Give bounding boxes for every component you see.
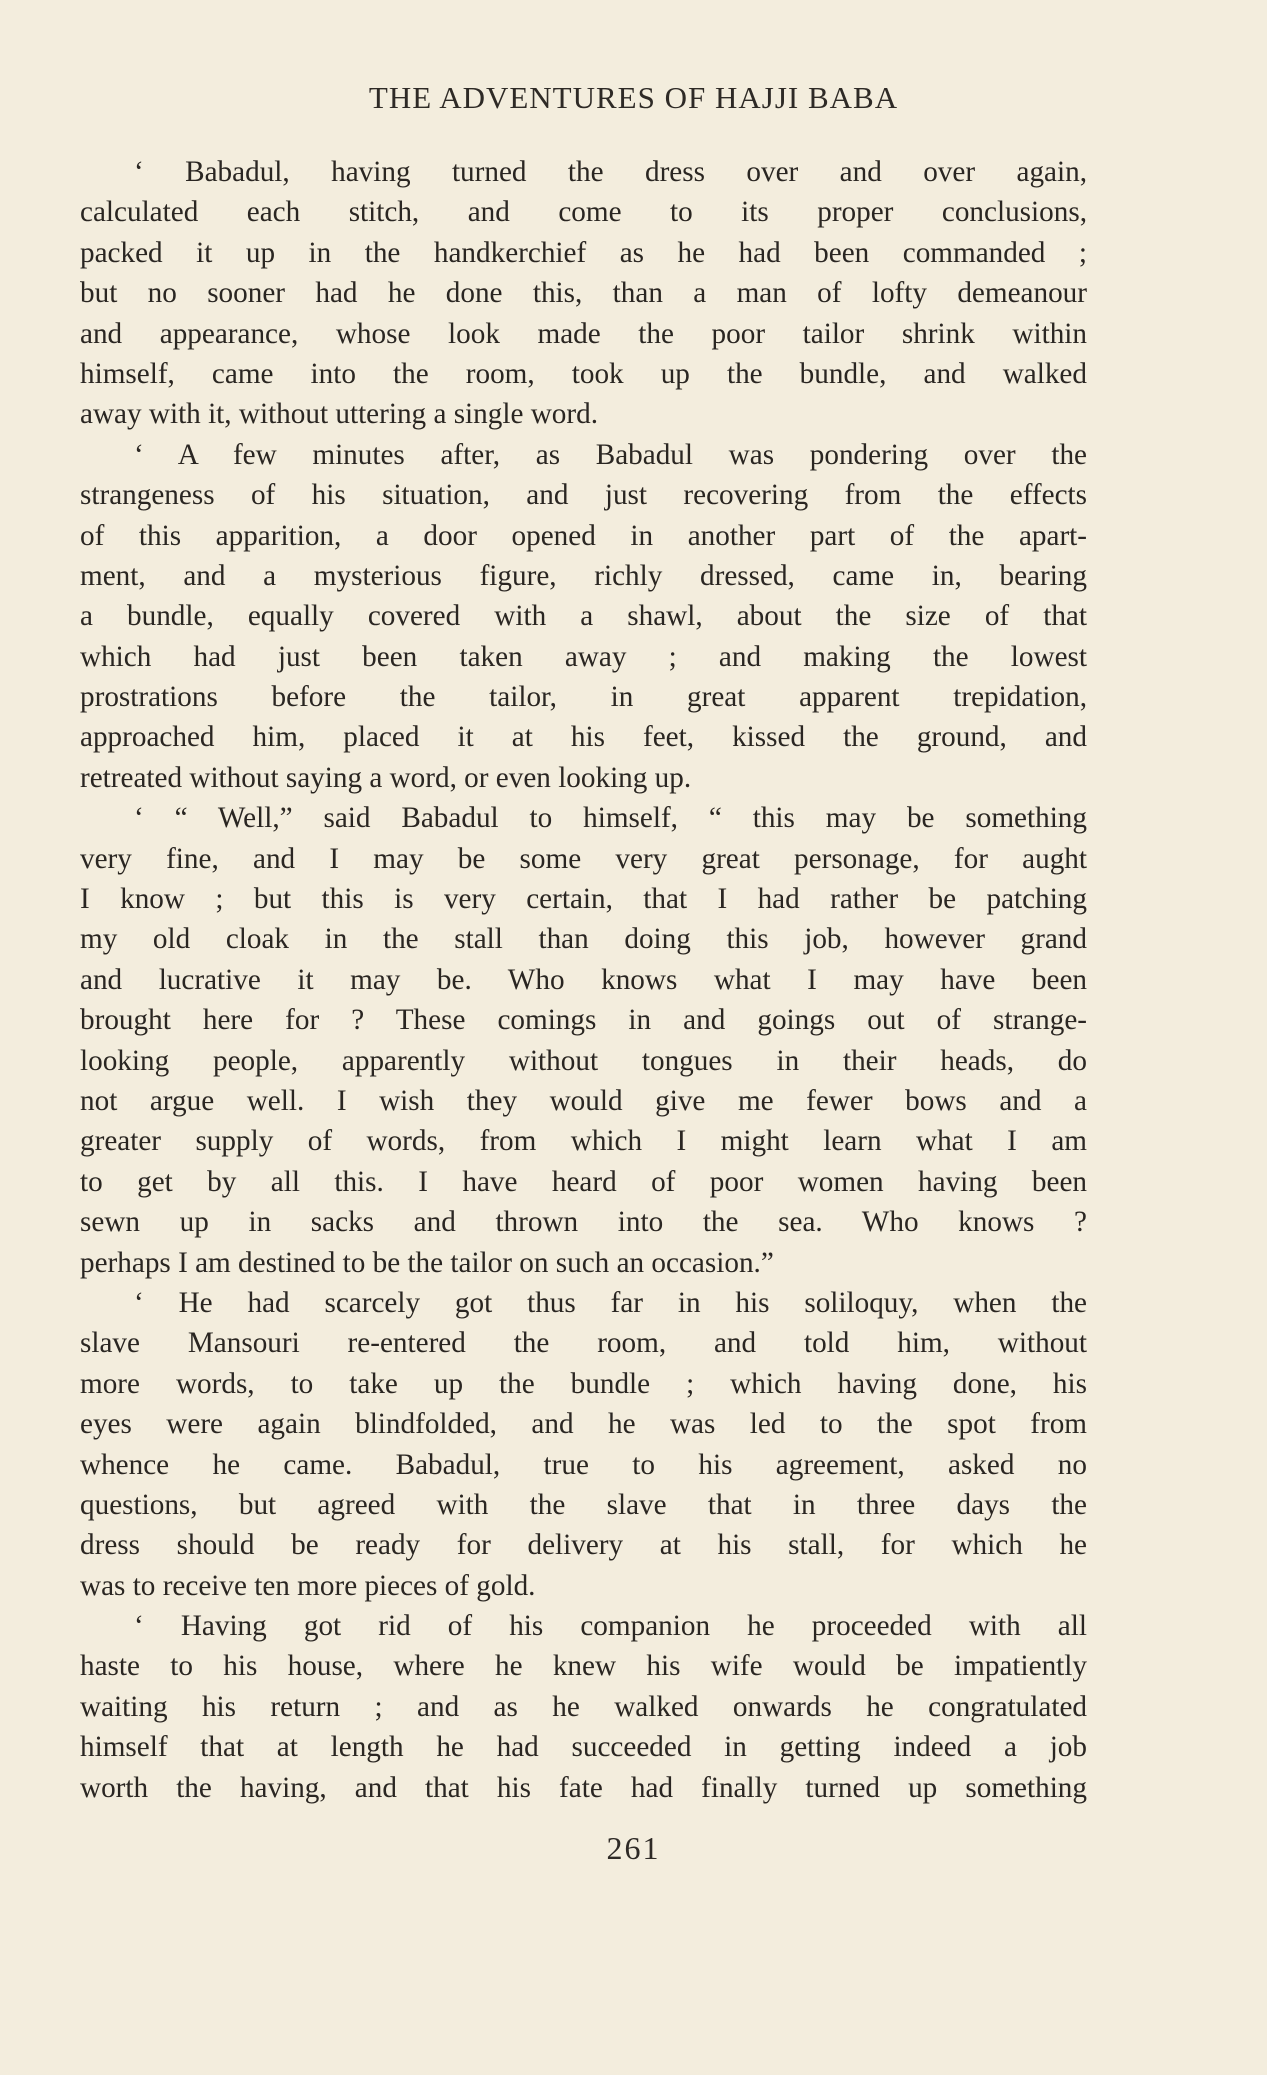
text-line: was to receive ten more pieces of gold. bbox=[80, 1569, 536, 1602]
text-line: ‘ Babadul, having turned the dress over and over again, bbox=[134, 156, 1087, 188]
text-line: more words, to take up the bundle ; which having done, his bbox=[80, 1367, 1087, 1400]
text-line: approached him, placed it at his feet, kissed the ground, and bbox=[80, 721, 1087, 754]
text-line: my old cloak in the stall than doing this job, however grand bbox=[80, 923, 1087, 956]
text-line: haste to his house, where he knew his wife would be impatiently bbox=[80, 1650, 1087, 1683]
text-line: slave Mansouri re-entered the room, and told him, without bbox=[80, 1327, 1087, 1360]
text-line: retreated without saying a word, or even looking up. bbox=[80, 761, 692, 794]
text-line: packed it up in the handkerchief as he had been commanded ; bbox=[80, 236, 1087, 269]
text-line: himself, came into the room, took up the bundle, and walked bbox=[80, 357, 1087, 390]
text-line: of this apparition, a door opened in another part of the apart- bbox=[80, 519, 1087, 552]
text-line: very fine, and I may be some very great personage, for aught bbox=[80, 842, 1087, 875]
text-line: perhaps I am destined to be the tailor on such an occasion.” bbox=[80, 1246, 774, 1279]
text-line: a bundle, equally covered with a shawl, about the size of that bbox=[80, 600, 1087, 633]
text-line: eyes were again blindfolded, and he was led to the spot from bbox=[80, 1408, 1087, 1441]
text-line: sewn up in sacks and thrown into the sea. Who knows ? bbox=[80, 1206, 1087, 1239]
text-line: worth the having, and that his fate had finally turned up something bbox=[80, 1771, 1087, 1804]
text-line: waiting his return ; and as he walked onwards he congratulated bbox=[80, 1690, 1087, 1723]
running-head: THE ADVENTURES OF HAJJI BABA bbox=[368, 80, 899, 115]
text-line: ‘ Having got rid of his companion he proceeded with all bbox=[134, 1610, 1087, 1643]
text-line: strangeness of his situation, and just recovering from the effects bbox=[80, 479, 1087, 512]
text-line: whence he came. Babadul, true to his agreement, asked no bbox=[80, 1448, 1087, 1481]
text-line: greater supply of words, from which I might learn what I am bbox=[80, 1125, 1087, 1158]
text-line: brought here for ? These comings in and goings out of strange- bbox=[80, 1004, 1087, 1037]
text-line: ment, and a mysterious figure, richly dressed, came in, bearing bbox=[80, 559, 1087, 592]
text-line: away with it, without uttering a single word. bbox=[80, 398, 598, 431]
text-line: ‘ He had scarcely got thus far in his soliloquy, when the bbox=[134, 1286, 1087, 1319]
text-line: ‘ “ Well,” said Babadul to himself, “ this may be something bbox=[134, 802, 1087, 835]
text-line: ‘ A few minutes after, as Babadul was pondering over the bbox=[134, 438, 1087, 471]
text-line: and lucrative it may be. Who knows what I may have been bbox=[80, 963, 1087, 996]
text-line: calculated each stitch, and come to its proper conclusions, bbox=[80, 196, 1087, 229]
text-line: questions, but agreed with the slave that in three days the bbox=[80, 1488, 1087, 1521]
text-line: dress should be ready for delivery at his stall, for which he bbox=[80, 1529, 1087, 1562]
text-line: to get by all this. I have heard of poor women having been bbox=[80, 1165, 1087, 1198]
page-number: 261 bbox=[606, 1830, 661, 1866]
body-text bbox=[80, 152, 1087, 1808]
text-line: not argue well. I wish they would give me fewer bows and a bbox=[80, 1084, 1087, 1117]
text-line: I know ; but this is very certain, that I had rather be patching bbox=[80, 883, 1087, 916]
text-line: but no sooner had he done this, than a man of lofty demeanour bbox=[80, 277, 1087, 310]
text-line: looking people, apparently without tongues in their heads, do bbox=[80, 1044, 1087, 1077]
text-line: and appearance, whose look made the poor tailor shrink within bbox=[80, 317, 1087, 350]
text-line: which had just been taken away ; and making the lowest bbox=[80, 640, 1087, 673]
text-line: prostrations before the tailor, in great apparent trepidation, bbox=[80, 681, 1087, 714]
text-line: himself that at length he had succeeded in getting indeed a job bbox=[80, 1731, 1087, 1764]
